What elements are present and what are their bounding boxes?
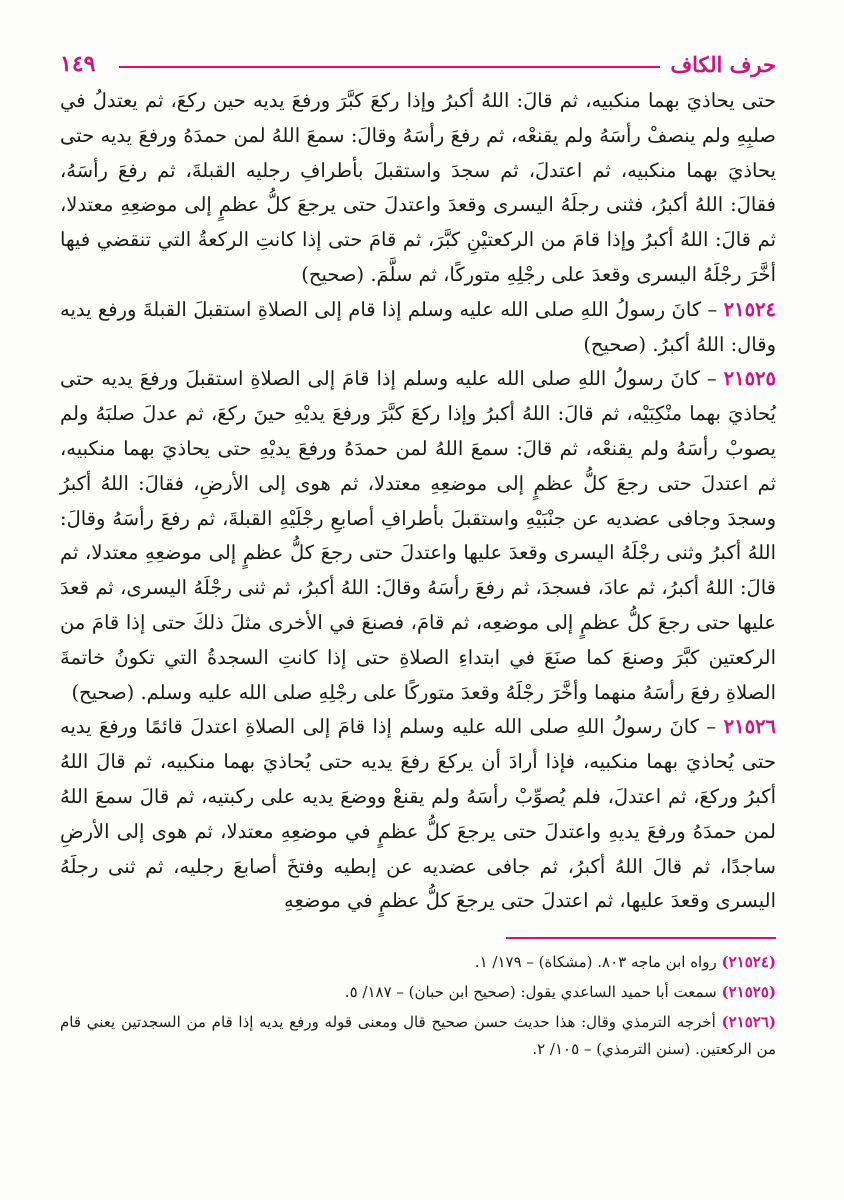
footnote-ref: (٢١٥٢٦) [721,1013,776,1032]
footnote-text: أخرجه الترمذي وقال: هذا حديث حسن صحيح قال ومعنى قوله ورفع يديه إذا قام من السجدتين يعني قام من الركعتين. (سنن الترمذي) – ١٠٥/ ٢. [60,1013,776,1059]
page-number: ١٤٩ [60,51,96,77]
hadith-number: ٢١٥٢٥ [723,367,776,391]
footnotes [60,949,776,1063]
hadith-paragraph [60,293,776,363]
footnote-text: رواه ابن ماجه ٨٠٣. (مشكاة) – ١٧٩/ ١. [474,953,717,972]
hadith-paragraph [60,84,776,293]
hadith-text: – كانَ رسولُ اللهِ صلى الله عليه وسلم إذا قامَ إلى الصلاةِ اعتدلَ قائمًا ورفعَ يديه حتى يُحاذيَ بهما منكبيه، فإذا أرادَ أن يركعَ رفعَ يديه حتى يُحاذيَ بهما منكبيه، ثم قالَ اللهُ أكبرُ وركعَ، ثم اعتدلَ، فلم يُصوِّبْ رأسَهُ ولم يقنعْ ووضعَ يديه على ركبتيه، ثم قالَ سمعَ اللهُ لمن حمدَهُ ورفعَ يديهِ واعتدلَ حتى يرجعَ كلُّ عظمٍ في موضعِهِ معتدلا، ثم هوى إلى الأرضِ ساجدًا، ثم قالَ اللهُ أكبرُ، ثم جافى عضديه عن إبطيه وفتخَ أصابعَ رجليه، ثم ثنى رجلَهُ اليسرى وقعدَ عليها، ثم اعتدلَ حتى يرجعَ كلُّ عظمٍ في موضعِهِ [60,715,776,913]
hadith-text: حتى يحاذيَ بهما منكبيه، ثم قالَ: اللهُ أكبرُ وإذا ركعَ كبَّرَ ورفعَ يديه حين ركعَ، ثم يعتدلُ في صلبِهِ ولم ينصفْ رأسَهُ ولم يقنعْه، ثم رفعَ رأسَهُ وقالَ: سمعَ اللهُ لمن حمدَهُ ورفعَ يديه حتى يحاذيَ بهما منكبيه، ثم اعتدلَ، ثم سجدَ واستقبلَ بأطرافِ رجليه القبلةَ، ثم رفعَ رأسَهُ، فقالَ: اللهُ أكبرُ، فثنى رجلَهُ اليسرى وقعدَ واعتدلَ حتى يرجعَ كلُّ عظمٍ إلى موضعِهِ معتدلا، ثم قالَ: اللهُ أكبرُ وإذا قامَ من الركعتيْنِ كبَّرَ، ثم قامَ حتى إذا كانتِ الركعةُ التي تنقضي فيها أخَّرَ رجْلَهُ اليسرى وقعدَ على رجْلِهِ متوركًا، ثم سلَّمَ. [60,89,776,286]
hadith-text: – كانَ رسولُ اللهِ صلى الله عليه وسلم إذا قامَ إلى الصلاةِ استقبلَ ورفعَ يديه حتى يُحاذيَ بهما منْكِبَيْه، ثم قالَ: اللهُ أكبرُ وإذا ركعَ كبَّرَ ورفعَ يديْهِ حينَ ركعَ، ثم عدلَ صلبَهُ ولم يصوبْ رأسَهُ ولم يقنعْه، ثم قالَ: سمعَ اللهُ لمن حمدَهُ ورفعَ يديْهِ حتى يحاذيَ بهما منكبيه، ثم اعتدلَ حتى رجعَ كلُّ عظمٍ إلى موضعِهِ معتدلا، ثم هوى إلى الأرضِ، فقالَ: اللهُ أكبرُ وسجدَ وجافى عضديه عن جنْبَيْهِ واستقبلَ بأطرافِ أصابعِ رجْلَيْهِ القبلةَ، ثم رفعَ رأسَهُ وقالَ: اللهُ أكبرُ وثنى رجْلَهُ اليسرى وقعدَ عليها واعتدلَ حتى رجعَ كلُّ عظمٍ إلى موضعِهِ معتدلا، ثم قالَ: اللهُ أكبرُ، ثم عادَ، فسجدَ، ثم رفعَ رأسَهُ وقالَ: اللهُ أكبرُ، ثم ثنى رجْلَهُ اليسرى، ثم قعدَ عليها حتى رجعَ كلُّ عظمٍ إلى موضعِه، ثم قامَ، فصنعَ في الأخرى مثلَ ذلكَ حتى إذا قامَ من الركعتين كبَّرَ وصنعَ كما صنَعَ في ابتداءِ الصلاةِ حتى إذا كانتِ السجدةُ التي تكونُ خاتمةَ الصلاةِ رفعَ رأسَهُ منهما وأخَّرَ رجْلَهُ وقعدَ متوركًا على رجْلِهِ صلى الله عليه وسلم. [60,367,776,704]
footnote-rule [506,937,776,939]
hadith-number: ٢١٥٢٤ [723,297,776,321]
footnote-text: سمعت أبا حميد الساعدي يقول: (صحيح ابن حبان) – ١٨٧/ ٥. [344,983,717,1002]
hadith-grade: (صحيح) [71,680,135,704]
hadith-grade: (صحيح) [583,332,647,356]
footnote [60,1009,776,1063]
chapter-title: حرف الكاف [670,51,776,77]
running-header [60,44,776,84]
footnote-ref: (٢١٥٢٥) [721,983,776,1002]
footnote-ref: (٢١٥٢٤) [721,953,776,972]
footnote [60,979,776,1006]
hadith-paragraph [60,710,776,919]
hadith-paragraph [60,362,776,710]
header-rule [119,66,660,68]
hadith-number: ٢١٥٢٦ [723,715,776,739]
hadith-text: – كانَ رسولُ اللهِ صلى الله عليه وسلم إذا قام إلى الصلاةِ استقبلَ القبلةَ ورفع يديه وقال: اللهُ أكبرُ. [60,297,776,356]
footnote [60,949,776,976]
hadith-grade: (صحيح) [301,262,365,286]
main-text [60,84,776,919]
